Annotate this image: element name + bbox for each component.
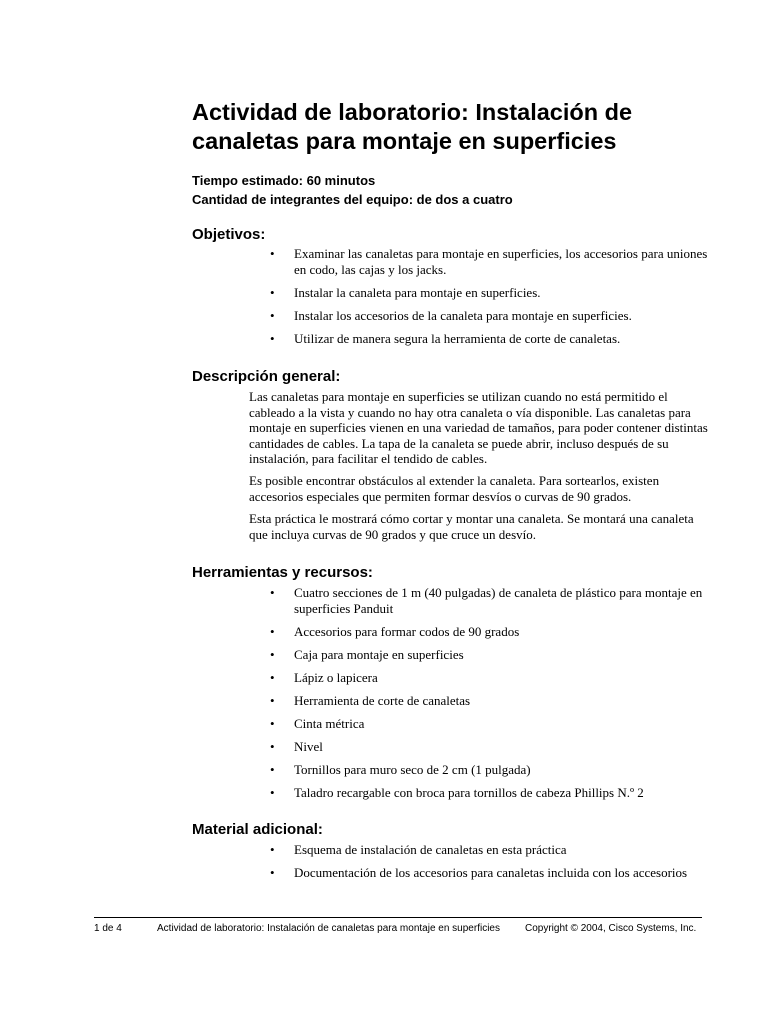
tool-item — [268, 785, 708, 801]
overview-paragraph-1: Las canaletas para montaje en superficies se utilizan cuando no está permitido el cableado a la vista y cuando no hay otra canaleta o vía disponible. Las canaletas para montaje en superficies vienen en una variedad de tamaños, para poder contener distintas cantidades de cables. La tapa de la canaleta se puede abrir, incluso después de su instalación, para facilitar el tendido de cables. — [249, 389, 708, 466]
footer-copyright: Copyright © 2004, Cisco Systems, Inc. — [525, 923, 697, 934]
team-size: Cantidad de integrantes del equipo: de dos a cuatro — [192, 192, 513, 207]
bullet-icon: • — [270, 669, 275, 685]
additional-text: Esquema de instalación de canaletas en esta práctica — [294, 842, 567, 857]
objective-item — [268, 285, 708, 301]
bullet-icon: • — [270, 715, 275, 731]
objective-item — [268, 308, 708, 324]
additional-heading: Material adicional: — [192, 821, 323, 838]
tool-text: Lápiz o lapicera — [294, 669, 378, 685]
footer-page-number: 1 de 4 — [94, 923, 122, 934]
bullet-icon: • — [270, 761, 275, 777]
bullet-icon: • — [270, 738, 275, 754]
tools-heading: Herramientas y recursos: — [192, 564, 373, 581]
bullet-icon: • — [270, 692, 275, 708]
tools-list — [268, 585, 708, 808]
bullet-icon: • — [270, 585, 275, 600]
bullet-icon: • — [270, 330, 275, 346]
tool-item — [268, 693, 708, 709]
bullet-icon: • — [270, 246, 275, 261]
overview-paragraph-3: Esta práctica le mostrará cómo cortar y montar una canaleta. Se montará una canaleta que incluya curvas de 90 grados y que cruce un desvío. — [249, 511, 694, 542]
overview-heading: Descripción general: — [192, 368, 341, 385]
tool-text: Cuatro secciones de 1 m (40 pulgadas) de canaleta de plástico para montaje en superficies Panduit — [294, 585, 703, 616]
tool-item — [268, 670, 708, 686]
additional-item — [268, 842, 708, 858]
tool-text: Tornillos para muro seco de 2 cm (1 pulgada) — [294, 761, 531, 777]
tool-text: Cinta métrica — [294, 715, 365, 731]
objectives-list — [268, 246, 708, 354]
tool-item — [268, 624, 708, 640]
bullet-icon: • — [270, 865, 275, 880]
tool-text: Herramienta de corte de canaletas — [294, 692, 471, 708]
additional-item — [268, 865, 708, 881]
tool-item — [268, 585, 708, 616]
bullet-icon: • — [270, 646, 275, 662]
bullet-icon: • — [270, 623, 275, 639]
additional-list — [268, 842, 708, 888]
objective-item — [268, 246, 708, 277]
footer-divider — [94, 917, 702, 918]
objective-text: Instalar los accesorios de la canaleta para montaje en superficies. — [294, 307, 632, 323]
bullet-icon: • — [270, 784, 275, 800]
estimated-time: Tiempo estimado: 60 minutos — [192, 173, 376, 188]
tool-text: Nivel — [294, 738, 323, 754]
additional-text: Documentación de los accesorios para canaletas incluida con los accesorios — [294, 865, 688, 880]
tool-text: Accesorios para formar codos de 90 grados — [294, 623, 520, 639]
bullet-icon: • — [270, 842, 275, 857]
tool-item — [268, 716, 708, 732]
objective-text: Utilizar de manera segura la herramienta de corte de canaletas. — [294, 330, 621, 346]
tool-text: Taladro recargable con broca para tornillos de cabeza Phillips N.º 2 — [294, 784, 644, 800]
footer-document-title: Actividad de laboratorio: Instalación de canaletas para montaje en superficies — [157, 923, 500, 934]
objective-text: Examinar las canaletas para montaje en superficies, los accesorios para uniones en codo, las cajas y los jacks. — [294, 246, 708, 277]
objective-text: Instalar la canaleta para montaje en superficies. — [294, 284, 541, 300]
tool-item — [268, 647, 708, 663]
tool-text: Caja para montaje en superficies — [294, 646, 464, 662]
page-title: Actividad de laboratorio: Instalación de canaletas para montaje en superficies — [192, 99, 633, 154]
objectives-heading: Objetivos: — [192, 226, 266, 243]
objective-item — [268, 331, 708, 347]
overview-paragraph-2: Es posible encontrar obstáculos al extender la canaleta. Para sortearlos, existen accesorios especiales que permiten formar desvíos o curvas de 90 grados. — [249, 473, 660, 504]
tool-item — [268, 739, 708, 755]
bullet-icon: • — [270, 284, 275, 300]
tool-item — [268, 762, 708, 778]
bullet-icon: • — [270, 307, 275, 323]
